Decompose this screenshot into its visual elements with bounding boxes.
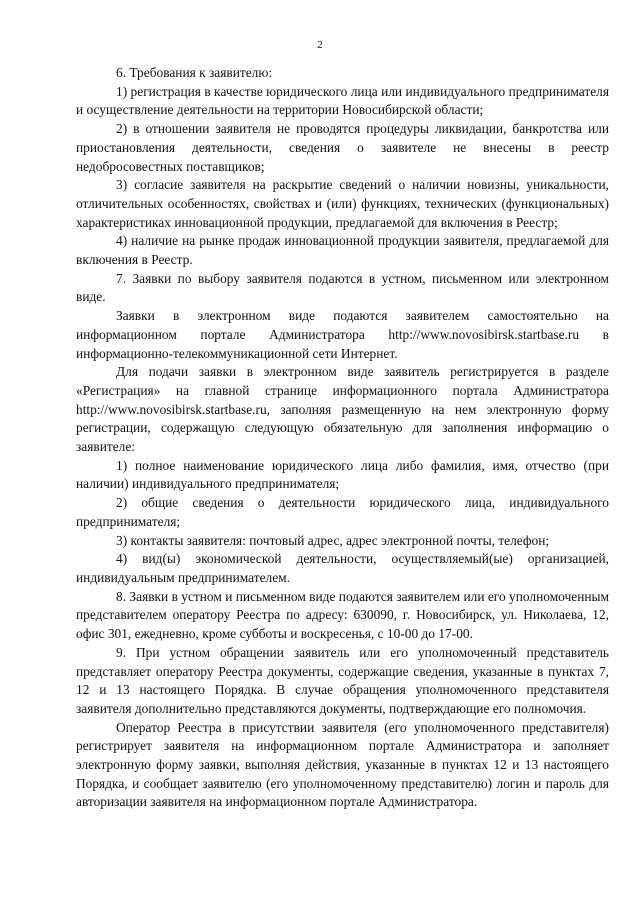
paragraph-8: 8. Заявки в устном и письменном виде подаются заявителем или его уполномоченным представителем оператору Реестра по адресу: 630090, г. Новосибирск, ул. Николаева, 12, офис 301, ежедневно, кроме субботы и воскресенья, с 10-00 до 17-00. bbox=[76, 588, 609, 642]
paragraph-9-operator: Оператор Реестра в присутствии заявителя (его уполномоченного представителя) регистрирует заявителя на информационном портале Администратора и заполняет электронную форму заявки, выполняя действия, указанные в пунктах 12 и 13 настоящего Порядка, и сообщает заявителю (его уполномоченному представителю) логин и пароль для авторизации заявителя на информационном портале Администратора. bbox=[76, 719, 609, 810]
paragraph-6-heading: 6. Требования к заявителю: bbox=[116, 65, 273, 80]
paragraph-6-item-2: 2) в отношении заявителя не проводятся процедуры ликвидации, банкротства или приостановления деятельности, сведения о заявителе не внесены в реестр недобросовестных поставщиков; bbox=[76, 121, 609, 174]
paragraph-7-item-4: 4) вид(ы) экономической деятельности, осуществляемый(ые) организацией, индивидуальным предпринимателем. bbox=[76, 551, 609, 585]
paragraph-7-item-2: 2) общие сведения о деятельности юридического лица, индивидуального предпринимателя; bbox=[76, 495, 609, 529]
paragraph-7: 7. Заявки по выбору заявителя подаются в устном, письменном или электронном виде. bbox=[76, 270, 609, 305]
paragraph-9: 9. При устном обращении заявитель или его уполномоченный представитель представляет оператору Реестра документы, содержащие сведения, указанные в пунктах 7, 12 и 13 настоящего Порядка. В случае обращения уполномоченного представителя заявителя дополнительно представляются документы, подтверждающие его полномочия. bbox=[76, 644, 609, 716]
paragraph-6-item-4: 4) наличие на рынке продаж инновационной продукции заявителя, предлагаемой для включения в Реестр. bbox=[76, 233, 609, 268]
paragraph-7-electronic: Заявки в электронном виде подаются заявителем самостоятельно на информационном портале Администратора http://www.novosibirsk.startbase.ru в информационно-телекоммуникационной сети Интернет. bbox=[76, 308, 609, 361]
page-number: 2 bbox=[317, 39, 323, 51]
paragraph-6-item-1: 1) регистрация в качестве юридического лица или индивидуального предпринимателя и осуществление деятельности на территории Новосибирской области; bbox=[76, 83, 609, 118]
paragraph-6-item-3: 3) согласие заявителя на раскрытие сведений о наличии новизны, уникальности, отличительных особенностях, свойствах и (или) функциях, технических (функциональных) характеристиках инновационной продукции, предлагаемой для включения в Реестр; bbox=[76, 177, 609, 230]
paragraph-7-registration: Для подачи заявки в электронном виде заявитель регистрируется в разделе «Регистрация» на главной странице информационного портала Администратора http://www.novosibirsk.startbase.ru, заполняя размещенную на нем электронную форму регистрации, содержащую следующую обязательную для заполнения информацию о заявителе: bbox=[76, 364, 609, 455]
paragraph-7-item-1: 1) полное наименование юридического лица либо фамилия, имя, отчество (при наличии) индивидуального предпринимателя; bbox=[76, 457, 609, 492]
document-body bbox=[76, 64, 609, 812]
paragraph-7-item-3: 3) контакты заявителя: почтовый адрес, адрес электронной почты, телефон; bbox=[116, 532, 550, 548]
